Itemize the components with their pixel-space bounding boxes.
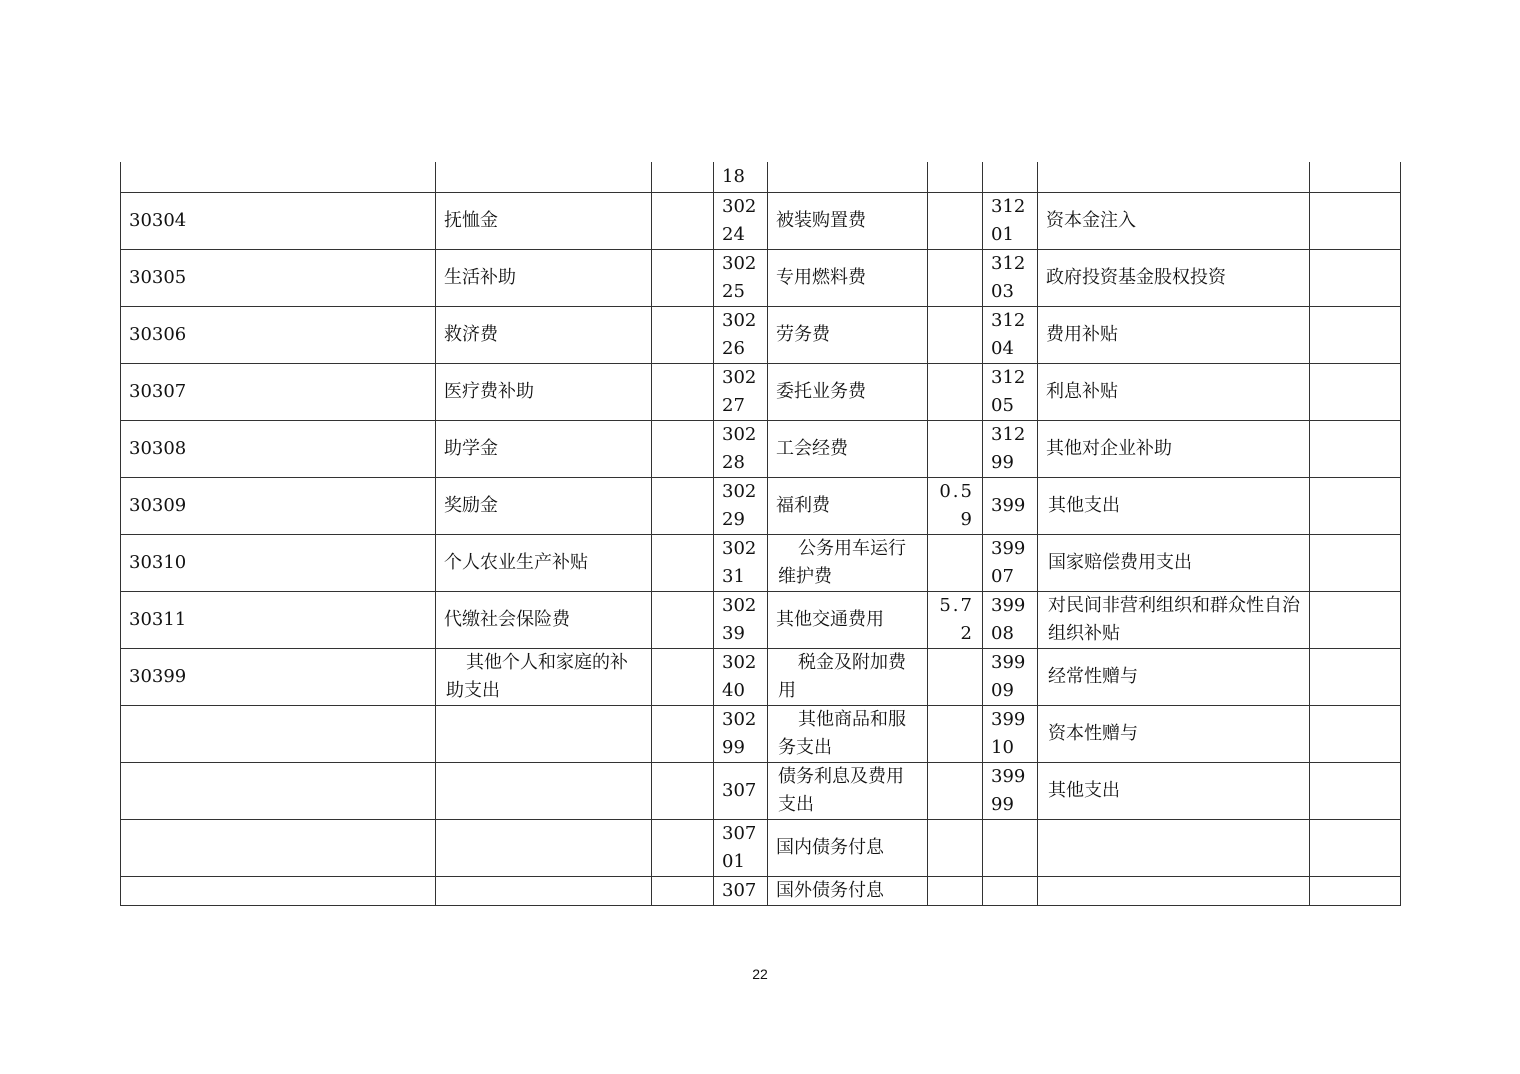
amount-cell: 5.7 2 — [928, 591, 983, 648]
item-name: 抚恤金 — [436, 192, 652, 249]
amount-cell — [652, 762, 714, 819]
amount-cell — [1310, 477, 1401, 534]
amount-cell — [1310, 819, 1401, 876]
item-name — [436, 762, 652, 819]
table-row — [121, 420, 1401, 477]
item-name: 其他交通费用 — [768, 591, 928, 648]
amount-cell — [928, 819, 983, 876]
amount-cell — [928, 192, 983, 249]
item-name: 个人农业生产补贴 — [436, 534, 652, 591]
econ-code: 30305 — [121, 249, 436, 306]
table-row — [121, 819, 1401, 876]
item-name: 奖励金 — [436, 477, 652, 534]
econ-code — [121, 162, 436, 192]
item-name — [1038, 819, 1310, 876]
amount-cell — [652, 591, 714, 648]
item-name — [436, 876, 652, 905]
table-row — [121, 192, 1401, 249]
econ-code: 312 03 — [983, 249, 1038, 306]
amount-cell — [1310, 762, 1401, 819]
item-name — [1038, 162, 1310, 192]
econ-code: 18 — [714, 162, 768, 192]
amount-cell — [652, 477, 714, 534]
item-name: 生活补助 — [436, 249, 652, 306]
item-name: 福利费 — [768, 477, 928, 534]
table-row — [121, 249, 1401, 306]
table-row — [121, 306, 1401, 363]
amount-cell — [928, 648, 983, 705]
econ-code — [983, 819, 1038, 876]
amount-cell — [928, 534, 983, 591]
item-name: 其他商品和服务支出 — [768, 705, 928, 762]
econ-code: 312 05 — [983, 363, 1038, 420]
item-name: 经常性赠与 — [1038, 648, 1310, 705]
amount-cell — [652, 705, 714, 762]
item-name: 委托业务费 — [768, 363, 928, 420]
econ-code: 399 09 — [983, 648, 1038, 705]
econ-code: 302 27 — [714, 363, 768, 420]
amount-cell — [928, 762, 983, 819]
item-name: 国外债务付息 — [768, 876, 928, 905]
amount-cell — [652, 876, 714, 905]
table-row — [121, 591, 1401, 648]
item-name: 利息补贴 — [1038, 363, 1310, 420]
econ-code: 30306 — [121, 306, 436, 363]
item-name: 医疗费补助 — [436, 363, 652, 420]
econ-code: 399 07 — [983, 534, 1038, 591]
item-name: 劳务费 — [768, 306, 928, 363]
item-name — [436, 819, 652, 876]
item-name: 工会经费 — [768, 420, 928, 477]
item-name: 其他支出 — [1038, 477, 1310, 534]
econ-code: 30399 — [121, 648, 436, 705]
item-name: 资本金注入 — [1038, 192, 1310, 249]
item-name: 专用燃料费 — [768, 249, 928, 306]
item-name: 助学金 — [436, 420, 652, 477]
econ-code: 399 — [983, 477, 1038, 534]
econ-code: 302 40 — [714, 648, 768, 705]
econ-code: 312 01 — [983, 192, 1038, 249]
item-name — [436, 705, 652, 762]
item-name: 资本性赠与 — [1038, 705, 1310, 762]
amount-cell — [652, 819, 714, 876]
amount-cell — [1310, 192, 1401, 249]
amount-cell — [1310, 534, 1401, 591]
amount-cell — [1310, 363, 1401, 420]
econ-code: 302 24 — [714, 192, 768, 249]
item-name: 其他个人和家庭的补助支出 — [436, 648, 652, 705]
amount-cell — [1310, 306, 1401, 363]
item-name: 公务用车运行维护费 — [768, 534, 928, 591]
item-name: 其他对企业补助 — [1038, 420, 1310, 477]
econ-code: 307 — [714, 876, 768, 905]
item-name: 救济费 — [436, 306, 652, 363]
amount-cell — [1310, 705, 1401, 762]
econ-code — [121, 819, 436, 876]
econ-code: 399 99 — [983, 762, 1038, 819]
item-name — [1038, 876, 1310, 905]
budget-classification-table — [120, 162, 1401, 906]
amount-cell — [652, 306, 714, 363]
amount-cell — [928, 876, 983, 905]
amount-cell — [652, 162, 714, 192]
table-row — [121, 705, 1401, 762]
econ-code: 302 28 — [714, 420, 768, 477]
table-row — [121, 648, 1401, 705]
item-name — [768, 162, 928, 192]
item-name: 国家赔偿费用支出 — [1038, 534, 1310, 591]
item-name: 债务利息及费用支出 — [768, 762, 928, 819]
table-row — [121, 534, 1401, 591]
amount-cell — [1310, 420, 1401, 477]
amount-cell — [652, 363, 714, 420]
econ-code: 399 10 — [983, 705, 1038, 762]
econ-code — [121, 762, 436, 819]
table-row — [121, 477, 1401, 534]
table-row — [121, 363, 1401, 420]
amount-cell — [652, 648, 714, 705]
amount-cell — [1310, 591, 1401, 648]
econ-code: 30309 — [121, 477, 436, 534]
econ-code: 302 25 — [714, 249, 768, 306]
econ-code — [121, 705, 436, 762]
econ-code: 399 08 — [983, 591, 1038, 648]
item-name: 国内债务付息 — [768, 819, 928, 876]
item-name: 代缴社会保险费 — [436, 591, 652, 648]
item-name: 被装购置费 — [768, 192, 928, 249]
item-name: 费用补贴 — [1038, 306, 1310, 363]
amount-cell — [928, 420, 983, 477]
item-name: 政府投资基金股权投资 — [1038, 249, 1310, 306]
econ-code: 302 26 — [714, 306, 768, 363]
table-row — [121, 762, 1401, 819]
item-name: 税金及附加费用 — [768, 648, 928, 705]
amount-cell — [1310, 876, 1401, 905]
amount-cell — [1310, 249, 1401, 306]
amount-cell — [928, 306, 983, 363]
econ-code: 312 99 — [983, 420, 1038, 477]
econ-code: 307 — [714, 762, 768, 819]
amount-cell — [652, 249, 714, 306]
item-name — [436, 162, 652, 192]
amount-cell — [1310, 648, 1401, 705]
amount-cell — [928, 162, 983, 192]
page-number: 22 — [752, 966, 768, 982]
econ-code — [983, 162, 1038, 192]
amount-cell — [652, 534, 714, 591]
table-row — [121, 876, 1401, 905]
amount-cell — [1310, 162, 1401, 192]
econ-code — [983, 876, 1038, 905]
econ-code: 302 29 — [714, 477, 768, 534]
econ-code: 30307 — [121, 363, 436, 420]
econ-code: 30310 — [121, 534, 436, 591]
item-name: 对民间非营利组织和群众性自治组织补贴 — [1038, 591, 1310, 648]
item-name: 其他支出 — [1038, 762, 1310, 819]
amount-cell: 0.5 9 — [928, 477, 983, 534]
amount-cell — [652, 192, 714, 249]
econ-code: 30311 — [121, 591, 436, 648]
econ-code: 312 04 — [983, 306, 1038, 363]
econ-code: 302 39 — [714, 591, 768, 648]
econ-code: 302 31 — [714, 534, 768, 591]
econ-code: 302 99 — [714, 705, 768, 762]
econ-code: 307 01 — [714, 819, 768, 876]
amount-cell — [928, 249, 983, 306]
amount-cell — [928, 705, 983, 762]
econ-code: 30304 — [121, 192, 436, 249]
econ-code — [121, 876, 436, 905]
econ-code: 30308 — [121, 420, 436, 477]
amount-cell — [652, 420, 714, 477]
table-row — [121, 162, 1401, 192]
amount-cell — [928, 363, 983, 420]
